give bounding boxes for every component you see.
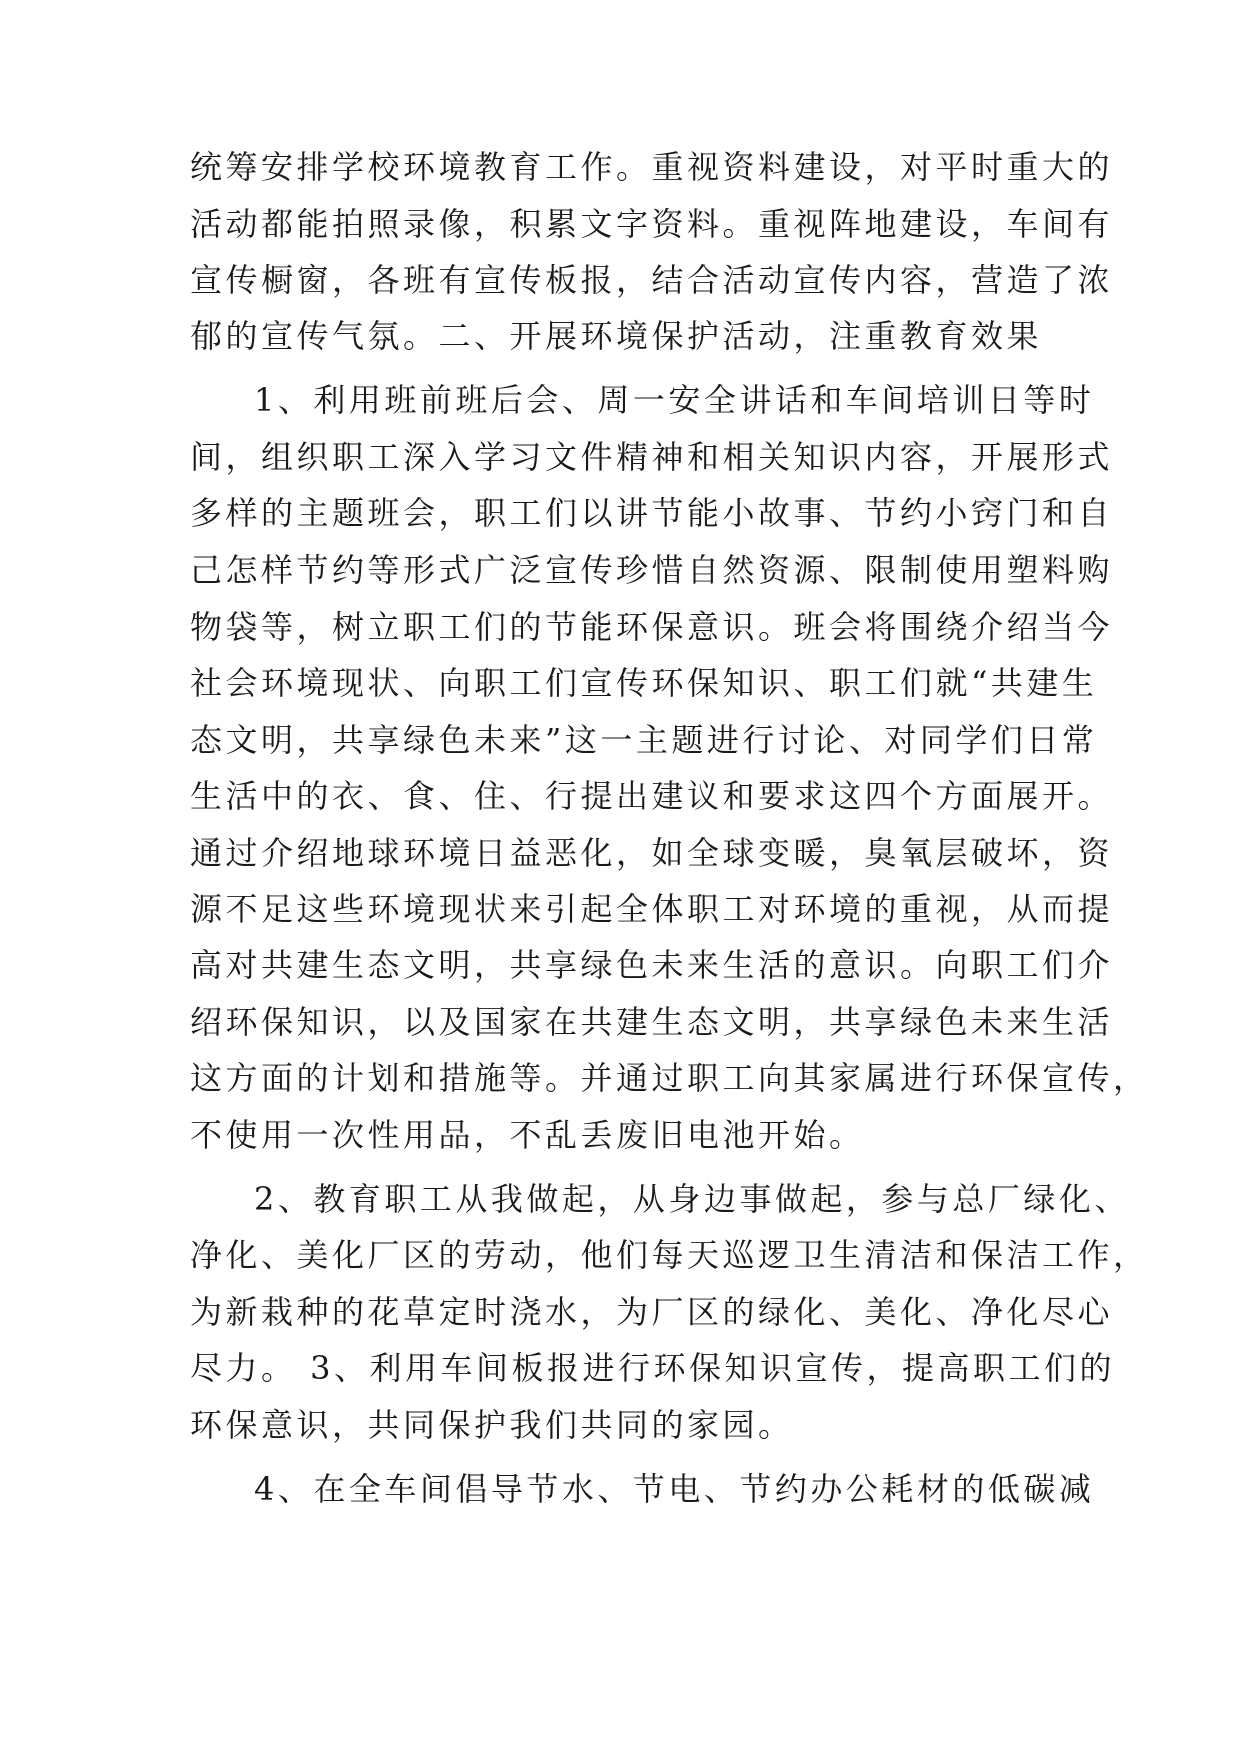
text-line: 多样的主题班会，职工们以讲节能小故事、节约小窍门和自: [190, 494, 1114, 532]
text-line: 生活中的衣、食、住、行提出建议和要求这四个方面展开。: [190, 777, 1114, 815]
text-line: 宣传橱窗，各班有宣传板报，结合活动宣传内容，营造了浓: [190, 261, 1114, 299]
text-line: 通过介绍地球环境日益恶化，如全球变暖，臭氧层破坏，资: [190, 834, 1114, 872]
text-line: 尽力。 3、利用车间板报进行环保知识宣传，提高职工们的: [190, 1349, 1116, 1387]
text-line: 郁的宣传气氛。二、开展环境保护活动，注重教育效果: [190, 317, 1043, 355]
text-line: 活动都能拍照录像，积累文字资料。重视阵地建设，车间有: [190, 205, 1114, 243]
text-line: 这方面的计划和措施等。并通过职工向其家属进行环保宣传，: [190, 1059, 1149, 1097]
paragraph-4-first-line: 4、在全车间倡导节水、节电、节约办公耗材的低碳减: [254, 1470, 1095, 1508]
text-line: 高对共建生态文明，共享绿色未来生活的意识。向职工们介: [190, 946, 1114, 984]
paragraph-2-first-line: 2、教育职工从我做起，从身边事做起，参与总厂绿化、: [254, 1180, 1130, 1218]
text-line: 不使用一次性用品，不乱丢废旧电池开始。: [190, 1116, 865, 1154]
text-line: 间，组织职工深入学习文件精神和相关知识内容，开展形式: [190, 438, 1114, 476]
text-line: 环保意识，共同保护我们共同的家园。: [190, 1406, 794, 1444]
text-line: 源不足这些环境现状来引起全体职工对环境的重视，从而提: [190, 890, 1114, 928]
text-line: 绍环保知识，以及国家在共建生态文明，共享绿色未来生活: [190, 1003, 1114, 1041]
text-line: 己怎样节约等形式广泛宣传珍惜自然资源、限制使用塑料购: [190, 551, 1114, 589]
text-line: 净化、美化厂区的劳动，他们每天巡逻卫生清洁和保洁工作，: [190, 1236, 1149, 1274]
text-line: 社会环境现状、向职工们宣传环保知识、职工们就“共建生: [190, 664, 1098, 702]
text-line: 为新栽种的花草定时浇水，为厂区的绿化、美化、净化尽心: [190, 1293, 1114, 1331]
text-line: 物袋等，树立职工们的节能环保意识。班会将围绕介绍当今: [190, 608, 1114, 646]
text-line: 态文明，共享绿色未来”这一主题进行讨论、对同学们日常: [190, 721, 1098, 759]
paragraph-1-first-line: 1、利用班前班后会、周一安全讲话和车间培训日等时: [254, 381, 1095, 419]
text-line: 统筹安排学校环境教育工作。重视资料建设，对平时重大的: [190, 148, 1114, 186]
